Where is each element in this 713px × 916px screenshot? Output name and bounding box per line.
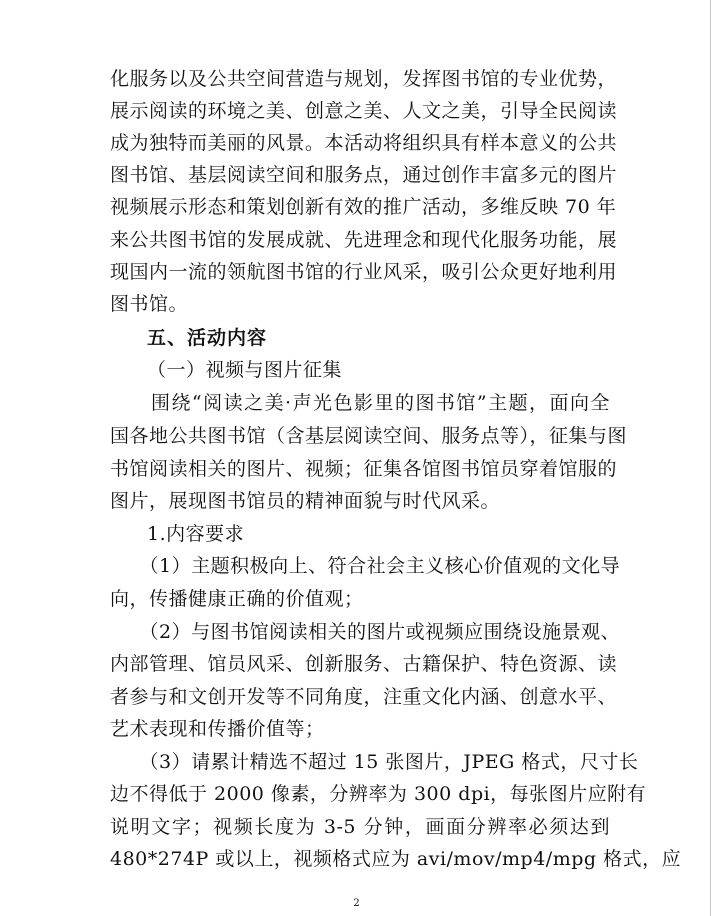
paragraph-line: 成为独特而美丽的风景。本活动将组织具有样本意义的公共: [110, 132, 618, 154]
section-heading: 五、活动内容: [147, 327, 268, 349]
item-heading: 1.内容要求: [147, 523, 245, 545]
paragraph-line: 化服务以及公共空间营造与规划，发挥图书馆的专业优势，: [110, 68, 618, 90]
paragraph-line: 现国内一流的领航图书馆的行业风采，吸引公众更好地利用: [110, 261, 618, 283]
paragraph-line: 来公共图书馆的发展成就、先进理念和现代化服务功能，展: [110, 229, 618, 251]
paragraph-line: 围绕“阅读之美·声光色影里的图书馆”主题，面向全: [110, 392, 610, 414]
requirement-line: （2）与图书馆阅读相关的图片或视频应围绕设施景观、: [110, 621, 621, 643]
paragraph-line: 图书馆。: [110, 293, 189, 315]
subsection-heading: （一）视频与图片征集: [147, 359, 343, 381]
paragraph-line: 书馆阅读相关的图片、视频；征集各馆图书馆员穿着馆服的: [110, 458, 618, 480]
requirement-line: 说明文字；视频长度为 3-5 分钟，画面分辨率必须达到: [110, 816, 610, 838]
paragraph-line: 展示阅读的环境之美、创意之美、人文之美，引导全民阅读: [110, 100, 618, 122]
page-edge: [710, 0, 711, 916]
paragraph-line: 视频展示形态和策划创新有效的推广活动，多维反映 70 年: [110, 196, 617, 218]
requirement-line: （1）主题积极向上、符合社会主义核心价值观的文化导: [110, 555, 621, 577]
paragraph-line: 图书馆、基层阅读空间和服务点，通过创作丰富多元的图片: [110, 164, 618, 186]
requirement-line: 艺术表现和传播价值等；: [110, 718, 325, 740]
requirement-line: 者参与和文创开发等不同角度，注重文化内涵、创意水平、: [110, 686, 618, 708]
paragraph-line: 图片，展现图书馆员的精神面貌与时代风采。: [110, 490, 501, 512]
requirement-line: 480*274P 或以上，视频格式应为 avi/mov/mp4/mpg 格式，应: [110, 848, 682, 870]
requirement-line: 内部管理、馆员风采、创新服务、古籍保护、特色资源、读: [110, 653, 618, 675]
page-number: 2: [353, 898, 360, 909]
requirement-line: （3）请累计精选不超过 15 张图片，JPEG 格式，尺寸长: [110, 751, 639, 773]
requirement-line: 边不得低于 2000 像素，分辨率为 300 dpi，每张图片应附有: [110, 783, 647, 805]
requirement-line: 向，传播健康正确的价值观；: [110, 588, 364, 610]
paragraph-line: 国各地公共图书馆（含基层阅读空间、服务点等），征集与图: [110, 425, 628, 447]
